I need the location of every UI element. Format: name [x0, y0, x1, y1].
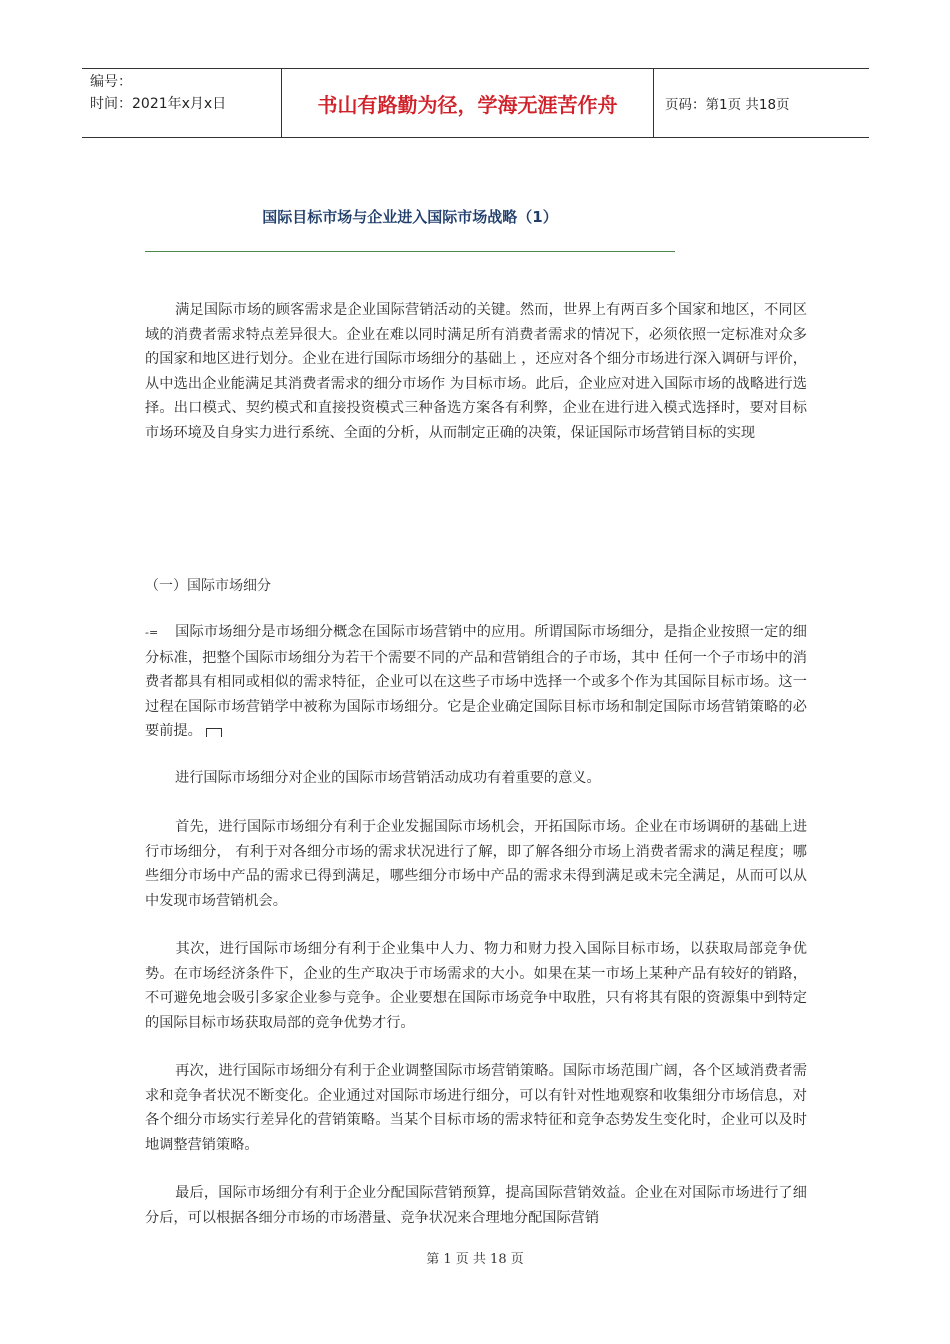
- header-table: [82, 68, 869, 138]
- intro-paragraph: [145, 298, 807, 445]
- doc-time-label: 时间：2021年x月x日: [90, 96, 227, 112]
- last-text: 最后，国际市场细分有利于企业分配国际营销预算，提高国际营销效益。企业在对国际市场进行了细分后，可以根据各细分市场的市场潜量、竞争状况来合理地分配国际营销: [145, 1185, 807, 1226]
- third-paragraph: [145, 1059, 807, 1157]
- first-text: 首先，进行国际市场细分有利于企业发掘国际市场机会，开拓国际市场。企业在市场调研的基础上进行市场细分， 有利于对各细分市场的需求状况进行了解，即了解各细分市场上消费者需求的满足程度；哪些细分市场中产品的需求已得到满足，哪些细分市场中产品的需求未得到满足或未完全满足，从而可以从中发现市场营销机会。: [145, 819, 807, 909]
- definition-paragraph: [145, 620, 807, 744]
- first-paragraph: [145, 815, 807, 913]
- doc-number-label: 编号：: [90, 74, 132, 90]
- reference-mark-icon: [206, 728, 222, 737]
- header-page-info: 页码：第1页 共18页: [665, 97, 790, 113]
- second-paragraph: [145, 937, 807, 1035]
- section-heading: （一）国际市场细分: [145, 578, 271, 594]
- last-paragraph: [145, 1181, 807, 1230]
- header-meta: [82, 69, 281, 137]
- intro-text: 满足国际市场的顾客需求是企业国际营销活动的关键。然而，世界上有两百多个国家和地区，不同区域的消费者需求特点差异很大。企业在难以同时满足所有消费者需求的情况下，必须依照一定标准对众多的国家和地区进行划分。企业在进行国际市场细分的基础上 ，还应对各个细分市场进行深入调研与评价，从中选出企业能满足其消费者需求的细分市场作 为目标市场。此后，企业应对进入国际市场的战略进行选择。出口模式、契约模式和直接投资模式三种备选方案各有利弊，企业在进行进入模式选择时，要对目标市场环境及自身实力进行系统、全面的分析，从而制定正确的决策，保证国际市场营销目标的实现: [145, 302, 807, 441]
- title-divider: [145, 251, 675, 252]
- page-footer: 第 1 页 共 18 页: [426, 1252, 524, 1267]
- third-text: 再次，进行国际市场细分有利于企业调整国际市场营销策略。国际市场范围广阔，各个区域消费者需求和竞争者状况不断变化。企业通过对国际市场进行细分，可以有针对性地观察和收集细分市场信息，对各个细分市场实行差异化的营销策略。当某个目标市场的需求特征和竞争态势发生变化时，企业可以及时地调整营销策略。: [145, 1063, 807, 1153]
- significance-text: 进行国际市场细分对企业的国际市场营销活动成功有着重要的意义。: [175, 770, 601, 786]
- definition-text: 国际市场细分是市场细分概念在国际市场营销中的应用。所谓国际市场细分，是指企业按照一定的细分标准，把整个国际市场细分为若干个需要不同的产品和营销组合的子市场，其中 任何一个子市场中的消费者都具有相同或相似的需求特征，企业可以在这些子市场中选择一个或多个作为其国际目标市场。这一过程在国际市场营销学中被称为国际市场细分。它是企业确定国际目标市场和制定国际市场营销策略的必要前提。: [145, 624, 807, 739]
- document-title: 国际目标市场与企业进入国际市场战略（1）: [262, 208, 558, 226]
- significance-paragraph: [145, 766, 807, 791]
- second-text: 其次，进行国际市场细分有利于企业集中人力、物力和财力投入国际目标市场，以获取局部竞争优势。在市场经济条件下，企业的生产取决于市场需求的大小。如果在某一市场上某种产品有较好的销路，不可避免地会吸引多家企业参与竞争。企业要想在国际市场竞争中取胜，只有将其有限的资源集中到特定的国际目标市场获取局部的竞争优势才行。: [145, 941, 807, 1031]
- list-marker: -=: [145, 626, 159, 639]
- header-motto: 书山有路勤为径，学海无涯苦作舟: [281, 69, 654, 137]
